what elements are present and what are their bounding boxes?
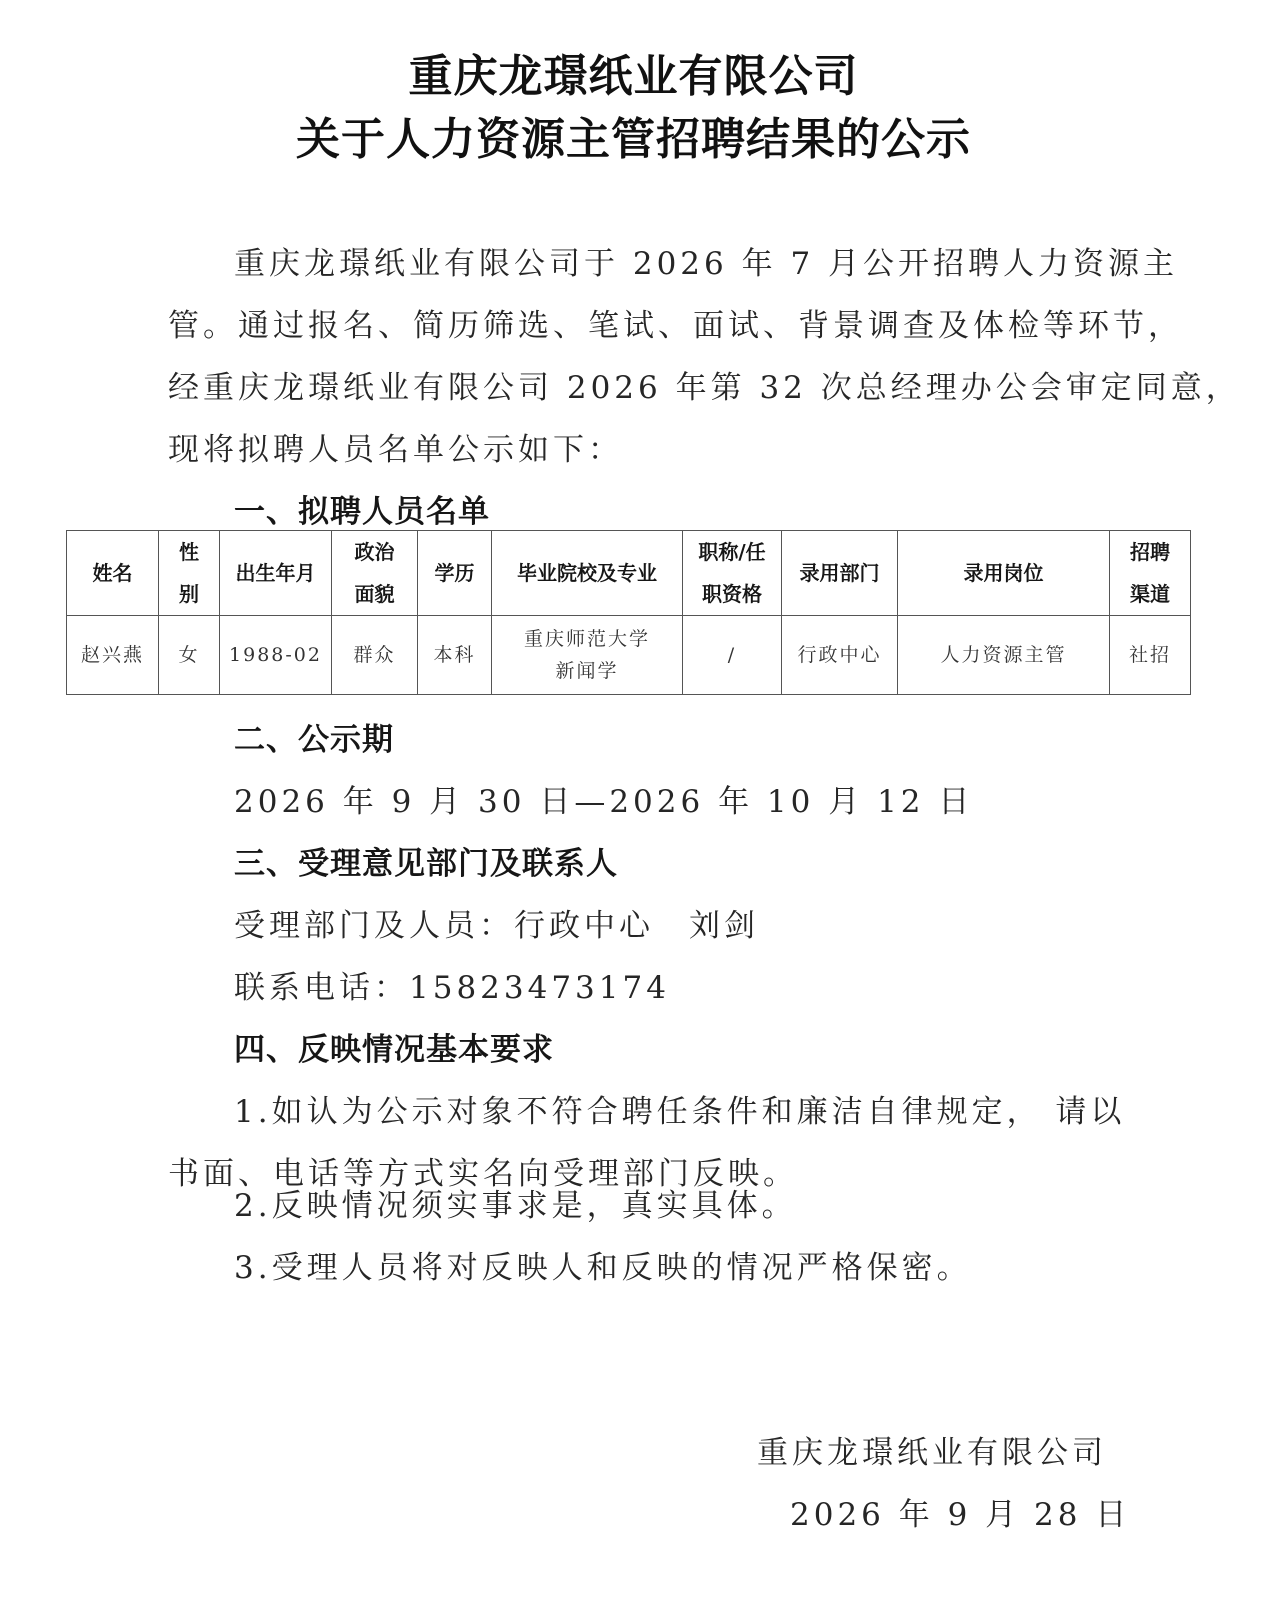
- header-education: 学历: [418, 531, 492, 616]
- contact-phone: 联系电话：15823473174: [234, 970, 670, 1006]
- publicity-period: 2026 年 9 月 30 日—2026 年 10 月 12 日: [234, 784, 974, 820]
- cell-department: 行政中心: [782, 616, 898, 695]
- intro-line-4: 现将拟聘人员名单公示如下：: [168, 432, 623, 468]
- section-heading-candidates: 一、拟聘人员名单: [234, 494, 490, 530]
- intro-line-2: 管。通过报名、简历筛选、笔试、面试、背景调查及体检等环节，: [168, 308, 1183, 344]
- requirement-2: 2.反映情况须实事求是，真实具体。: [234, 1188, 797, 1224]
- cell-channel: 社招: [1110, 616, 1191, 695]
- table-header-row: [67, 531, 1191, 616]
- cell-education: 本科: [418, 616, 492, 695]
- header-birth: 出生年月: [220, 531, 332, 616]
- header-name: 姓名: [67, 531, 159, 616]
- requirement-1-line-1: 1.如认为公示对象不符合聘任条件和廉洁自律规定， 请以: [234, 1094, 1126, 1130]
- section-heading-period: 二、公示期: [234, 722, 394, 758]
- cell-title-qualification: /: [683, 616, 782, 695]
- requirement-1-line-2: 书面、电话等方式实名向受理部门反映。: [168, 1156, 798, 1192]
- cell-birth: 1988-02: [220, 616, 332, 695]
- document-title-line1: 重庆龙璟纸业有限公司: [408, 51, 859, 102]
- header-gender: 性 别: [159, 531, 220, 616]
- cell-position: 人力资源主管: [898, 616, 1110, 695]
- intro-line-3: 经重庆龙璟纸业有限公司 2026 年第 32 次总经理办公会审定同意，: [168, 370, 1241, 406]
- intro-line-1: 重庆龙璟纸业有限公司于 2026 年 7 月公开招聘人力资源主: [234, 246, 1179, 282]
- header-position: 录用岗位: [898, 531, 1110, 616]
- cell-gender: 女: [159, 616, 220, 695]
- header-department: 录用部门: [782, 531, 898, 616]
- cell-school: 重庆师范大学 新闻学: [492, 616, 683, 695]
- cell-political: 群众: [332, 616, 418, 695]
- signature-company: 重庆龙璟纸业有限公司: [757, 1435, 1107, 1471]
- section-heading-requirements: 四、反映情况基本要求: [234, 1032, 554, 1068]
- table-row: [67, 616, 1191, 695]
- header-channel: 招聘 渠道: [1110, 531, 1191, 616]
- header-political: 政治 面貌: [332, 531, 418, 616]
- section-heading-contact: 三、受理意见部门及联系人: [234, 846, 618, 882]
- requirement-3: 3.受理人员将对反映人和反映的情况严格保密。: [234, 1250, 972, 1286]
- cell-name: 赵兴燕: [67, 616, 159, 695]
- contact-department: 受理部门及人员：行政中心 刘剑: [234, 908, 759, 944]
- header-title-qualification: 职称/任 职资格: [683, 531, 782, 616]
- signature-date: 2026 年 9 月 28 日: [790, 1497, 1131, 1533]
- header-school: 毕业院校及专业: [492, 531, 683, 616]
- document-title-line2: 关于人力资源主管招聘结果的公示: [296, 114, 971, 165]
- candidate-table: [66, 530, 1191, 695]
